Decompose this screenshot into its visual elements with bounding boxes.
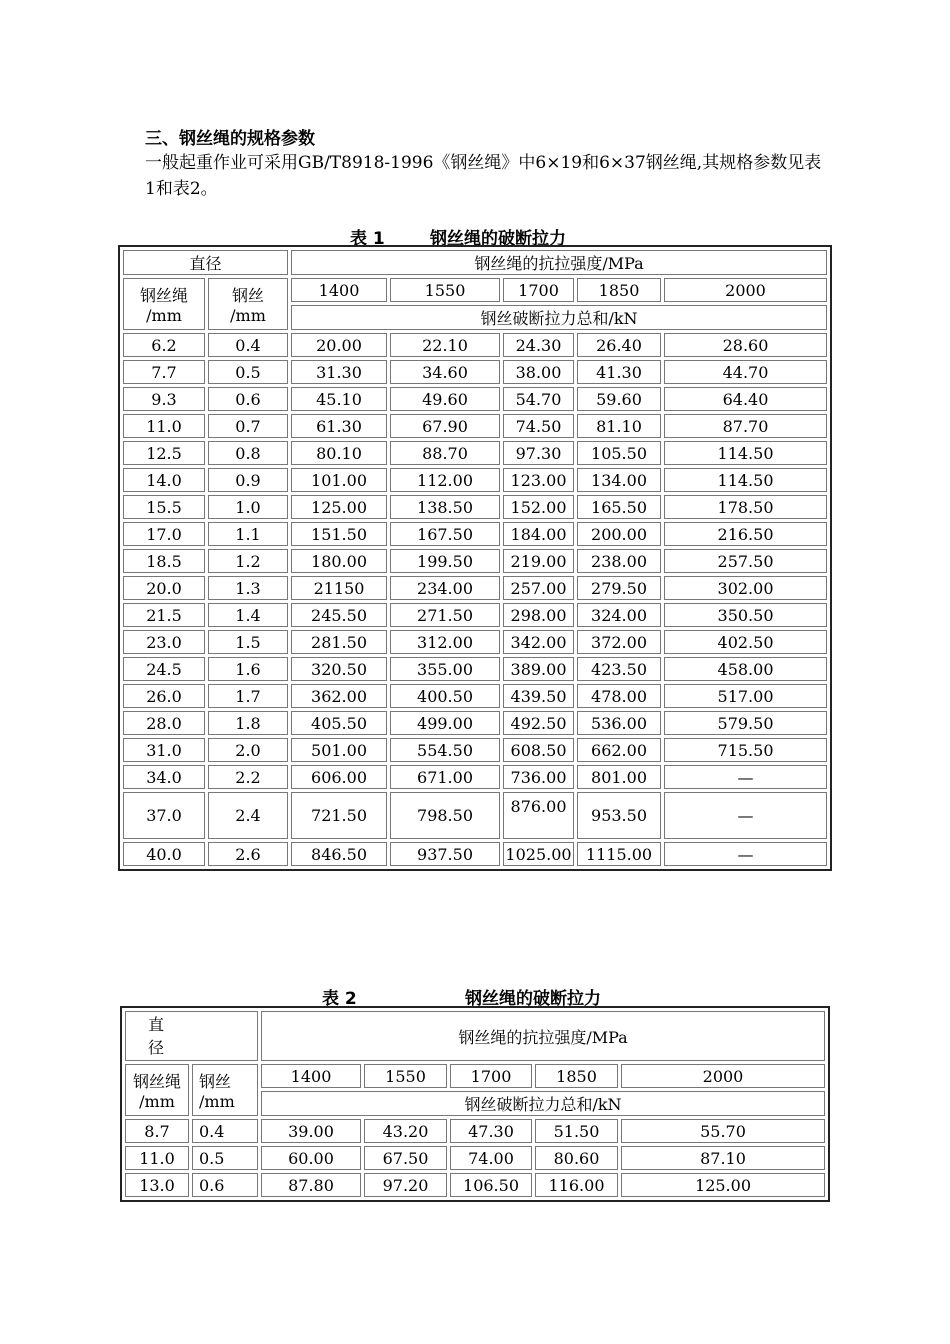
table-cell: 105.50 bbox=[577, 441, 661, 465]
table-row bbox=[123, 549, 827, 573]
table-cell: 59.60 bbox=[577, 387, 661, 411]
section-heading: 三、钢丝绳的规格参数 bbox=[145, 129, 315, 149]
table-cell: 11.0 bbox=[125, 1146, 189, 1170]
table-cell: 0.8 bbox=[208, 441, 288, 465]
table-cell: 20.0 bbox=[123, 576, 205, 600]
table-cell: 28.0 bbox=[123, 711, 205, 735]
table-cell: 38.00 bbox=[503, 360, 574, 384]
table2-header-diameter-line1: 直 bbox=[148, 1015, 165, 1034]
table-cell: 492.50 bbox=[503, 711, 574, 735]
table-cell: 312.00 bbox=[390, 630, 500, 654]
table-cell: 0.6 bbox=[208, 387, 288, 411]
table-cell: 2.0 bbox=[208, 738, 288, 762]
table-cell: 26.40 bbox=[577, 333, 661, 357]
table1-grade: 2000 bbox=[664, 278, 827, 302]
table-cell: 123.00 bbox=[503, 468, 574, 492]
table1-header-strength: 钢丝绳的抗拉强度/MPa bbox=[291, 250, 827, 275]
table-cell: 45.10 bbox=[291, 387, 387, 411]
table-cell: 608.50 bbox=[503, 738, 574, 762]
table-row bbox=[123, 414, 827, 438]
table-row bbox=[123, 711, 827, 735]
table-row bbox=[123, 630, 827, 654]
table2 bbox=[120, 1006, 830, 1202]
table-cell: 606.00 bbox=[291, 765, 387, 789]
table-cell: 8.7 bbox=[125, 1119, 189, 1143]
table-row bbox=[123, 657, 827, 681]
table-cell: 20.00 bbox=[291, 333, 387, 357]
table-cell: 2.4 bbox=[208, 792, 288, 839]
table-cell: 350.50 bbox=[664, 603, 827, 627]
table-cell: 400.50 bbox=[390, 684, 500, 708]
table2-header-diameter-line2: 径 bbox=[148, 1038, 165, 1057]
table-cell: 67.90 bbox=[390, 414, 500, 438]
table-row bbox=[123, 441, 827, 465]
table2-header-force: 钢丝破断拉力总和/kN bbox=[261, 1091, 825, 1116]
table-cell: 517.00 bbox=[664, 684, 827, 708]
table-cell: 402.50 bbox=[664, 630, 827, 654]
table-cell: 1.3 bbox=[208, 576, 288, 600]
table-cell: 721.50 bbox=[291, 792, 387, 839]
table-cell: 937.50 bbox=[390, 842, 500, 866]
table-cell: 87.70 bbox=[664, 414, 827, 438]
table-cell: 271.50 bbox=[390, 603, 500, 627]
table-row bbox=[123, 576, 827, 600]
table-cell: 34.0 bbox=[123, 765, 205, 789]
table-cell: 245.50 bbox=[291, 603, 387, 627]
table-cell: 165.50 bbox=[577, 495, 661, 519]
section-paragraph: 一般起重作业可采用GB/T8918-1996《钢丝绳》中6×19和6×37钢丝绳,其规格参数见表 1和表2。 bbox=[145, 153, 822, 199]
table-cell: 101.00 bbox=[291, 468, 387, 492]
table1-header-rope bbox=[123, 278, 205, 330]
table-cell: 39.00 bbox=[261, 1119, 361, 1143]
table-cell: 51.50 bbox=[535, 1119, 618, 1143]
table-cell: 152.00 bbox=[503, 495, 574, 519]
table-cell: 64.40 bbox=[664, 387, 827, 411]
table1-header-wire bbox=[208, 278, 288, 330]
table-cell: 1115.00 bbox=[577, 842, 661, 866]
table-cell: 54.70 bbox=[503, 387, 574, 411]
table-cell: 2.2 bbox=[208, 765, 288, 789]
table-cell: 112.00 bbox=[390, 468, 500, 492]
table-cell: 342.00 bbox=[503, 630, 574, 654]
table-cell: 0.9 bbox=[208, 468, 288, 492]
table-cell: 439.50 bbox=[503, 684, 574, 708]
table-cell: 125.00 bbox=[291, 495, 387, 519]
table-cell: 671.00 bbox=[390, 765, 500, 789]
table-row bbox=[123, 792, 827, 839]
table-row bbox=[123, 387, 827, 411]
table-cell: 88.70 bbox=[390, 441, 500, 465]
table2-header-wire-label: 钢丝 bbox=[199, 1072, 232, 1091]
table-cell: 257.50 bbox=[664, 549, 827, 573]
table-cell: 0.6 bbox=[192, 1173, 258, 1197]
table2-header-rope-label: 钢丝绳 bbox=[132, 1072, 181, 1091]
table-cell: 151.50 bbox=[291, 522, 387, 546]
table-cell: 798.50 bbox=[390, 792, 500, 839]
table-cell: 21150 bbox=[291, 576, 387, 600]
table-row bbox=[123, 684, 827, 708]
table-row bbox=[123, 468, 827, 492]
table-cell: 40.0 bbox=[123, 842, 205, 866]
table-cell: 1.2 bbox=[208, 549, 288, 573]
table-cell: 200.00 bbox=[577, 522, 661, 546]
table-cell: 138.50 bbox=[390, 495, 500, 519]
table-cell: 324.00 bbox=[577, 603, 661, 627]
table-cell: 97.20 bbox=[364, 1173, 447, 1197]
table-cell: 1.1 bbox=[208, 522, 288, 546]
table-cell: 0.5 bbox=[208, 360, 288, 384]
table2-grade: 1700 bbox=[450, 1064, 532, 1088]
table-row bbox=[123, 522, 827, 546]
table2-header-strength: 钢丝绳的抗拉强度/MPa bbox=[261, 1011, 825, 1061]
table-cell: 22.10 bbox=[390, 333, 500, 357]
table-cell: 389.00 bbox=[503, 657, 574, 681]
table-cell: — bbox=[664, 792, 827, 839]
table1-grade: 1550 bbox=[390, 278, 500, 302]
table-cell: 715.50 bbox=[664, 738, 827, 762]
table-cell: 1025.00 bbox=[503, 842, 574, 866]
table-cell: 320.50 bbox=[291, 657, 387, 681]
table-cell: 478.00 bbox=[577, 684, 661, 708]
table-cell: 106.50 bbox=[450, 1173, 532, 1197]
table-cell: 23.0 bbox=[123, 630, 205, 654]
table-cell: 458.00 bbox=[664, 657, 827, 681]
table-cell: 234.00 bbox=[390, 576, 500, 600]
table-cell: 0.4 bbox=[208, 333, 288, 357]
table-cell: 167.50 bbox=[390, 522, 500, 546]
table-cell: 0.7 bbox=[208, 414, 288, 438]
table-row bbox=[123, 360, 827, 384]
table-cell: 184.00 bbox=[503, 522, 574, 546]
table2-grade: 1400 bbox=[261, 1064, 361, 1088]
table-cell: 372.00 bbox=[577, 630, 661, 654]
table-cell: 0.5 bbox=[192, 1146, 258, 1170]
table2-grade: 1550 bbox=[364, 1064, 447, 1088]
table-cell: 846.50 bbox=[291, 842, 387, 866]
table1 bbox=[118, 245, 832, 871]
table-cell: 87.80 bbox=[261, 1173, 361, 1197]
table-cell: — bbox=[664, 842, 827, 866]
table-cell: 281.50 bbox=[291, 630, 387, 654]
table-cell: 1.4 bbox=[208, 603, 288, 627]
table-cell: 43.20 bbox=[364, 1119, 447, 1143]
table-cell: 26.0 bbox=[123, 684, 205, 708]
table-cell: 34.60 bbox=[390, 360, 500, 384]
table-cell: 114.50 bbox=[664, 468, 827, 492]
table-cell: 81.10 bbox=[577, 414, 661, 438]
table-row bbox=[123, 495, 827, 519]
table2-caption-title: 钢丝绳的破断拉力 bbox=[465, 989, 601, 1009]
table2-caption-number: 表 2 bbox=[322, 989, 357, 1009]
table-cell: 67.50 bbox=[364, 1146, 447, 1170]
table-cell: 362.00 bbox=[291, 684, 387, 708]
table1-header-force: 钢丝破断拉力总和/kN bbox=[291, 305, 827, 330]
table-cell: 28.60 bbox=[664, 333, 827, 357]
table-cell: 15.5 bbox=[123, 495, 205, 519]
table2-header-rope bbox=[125, 1064, 189, 1116]
table-cell: 2.6 bbox=[208, 842, 288, 866]
table-cell: 87.10 bbox=[621, 1146, 825, 1170]
table-cell: 178.50 bbox=[664, 495, 827, 519]
table-cell: 134.00 bbox=[577, 468, 661, 492]
table-cell: 44.70 bbox=[664, 360, 827, 384]
table-cell: 1.5 bbox=[208, 630, 288, 654]
table-cell: 9.3 bbox=[123, 387, 205, 411]
table1-caption-title: 钢丝绳的破断拉力 bbox=[430, 229, 566, 249]
table2-grade: 2000 bbox=[621, 1064, 825, 1088]
table-cell: 801.00 bbox=[577, 765, 661, 789]
table-cell: 7.7 bbox=[123, 360, 205, 384]
table-row bbox=[123, 842, 827, 866]
table-cell: 257.00 bbox=[503, 576, 574, 600]
table-cell: 876.00 bbox=[503, 792, 574, 839]
table-cell: 11.0 bbox=[123, 414, 205, 438]
table1-header-wire-label: 钢丝 bbox=[232, 286, 265, 305]
table-row bbox=[123, 333, 827, 357]
table1-grade: 1850 bbox=[577, 278, 661, 302]
table-cell: 1.8 bbox=[208, 711, 288, 735]
table1-grade: 1400 bbox=[291, 278, 387, 302]
table-cell: 125.00 bbox=[621, 1173, 825, 1197]
table-row bbox=[123, 765, 827, 789]
table2-header-rope-unit: /mm bbox=[139, 1092, 175, 1111]
table1-header-rope-label: 钢丝绳 bbox=[139, 286, 188, 305]
table-cell: 41.30 bbox=[577, 360, 661, 384]
table-cell: 47.30 bbox=[450, 1119, 532, 1143]
table-cell: 1.0 bbox=[208, 495, 288, 519]
table-cell: 1.7 bbox=[208, 684, 288, 708]
table-cell: 55.70 bbox=[621, 1119, 825, 1143]
table-row bbox=[125, 1119, 825, 1143]
table-cell: 199.50 bbox=[390, 549, 500, 573]
table-cell: 499.00 bbox=[390, 711, 500, 735]
table2-header-wire-unit: /mm bbox=[199, 1092, 235, 1111]
table-cell: 114.50 bbox=[664, 441, 827, 465]
table-cell: 953.50 bbox=[577, 792, 661, 839]
table1-caption-number: 表 1 bbox=[350, 229, 385, 249]
table-cell: 1.6 bbox=[208, 657, 288, 681]
table-cell: 13.0 bbox=[125, 1173, 189, 1197]
table1-header-wire-unit: /mm bbox=[230, 306, 266, 325]
table-cell: 219.00 bbox=[503, 549, 574, 573]
table1-grade: 1700 bbox=[503, 278, 574, 302]
table-cell: 501.00 bbox=[291, 738, 387, 762]
table-cell: 279.50 bbox=[577, 576, 661, 600]
table2-header-wire bbox=[192, 1064, 258, 1116]
table-cell: 238.00 bbox=[577, 549, 661, 573]
table-cell: 0.4 bbox=[192, 1119, 258, 1143]
table-cell: 736.00 bbox=[503, 765, 574, 789]
table-cell: 662.00 bbox=[577, 738, 661, 762]
table-cell: 17.0 bbox=[123, 522, 205, 546]
table-cell: 74.00 bbox=[450, 1146, 532, 1170]
table-cell: 60.00 bbox=[261, 1146, 361, 1170]
table-cell: 21.5 bbox=[123, 603, 205, 627]
table-cell: 37.0 bbox=[123, 792, 205, 839]
table-cell: 61.30 bbox=[291, 414, 387, 438]
table-cell: 18.5 bbox=[123, 549, 205, 573]
table-cell: 216.50 bbox=[664, 522, 827, 546]
table-cell: 298.00 bbox=[503, 603, 574, 627]
table2-header-diameter bbox=[125, 1011, 258, 1061]
table-cell: 97.30 bbox=[503, 441, 574, 465]
table-cell: 74.50 bbox=[503, 414, 574, 438]
table-cell: 24.30 bbox=[503, 333, 574, 357]
table-row bbox=[123, 603, 827, 627]
table-cell: 405.50 bbox=[291, 711, 387, 735]
table-cell: 423.50 bbox=[577, 657, 661, 681]
table2-grade: 1850 bbox=[535, 1064, 618, 1088]
table-cell: — bbox=[664, 765, 827, 789]
table-cell: 80.60 bbox=[535, 1146, 618, 1170]
table-cell: 536.00 bbox=[577, 711, 661, 735]
table-cell: 116.00 bbox=[535, 1173, 618, 1197]
table-row bbox=[123, 738, 827, 762]
table1-header-rope-unit: /mm bbox=[146, 306, 182, 325]
table-cell: 180.00 bbox=[291, 549, 387, 573]
table-cell: 579.50 bbox=[664, 711, 827, 735]
table-cell: 80.10 bbox=[291, 441, 387, 465]
table-cell: 302.00 bbox=[664, 576, 827, 600]
table-cell: 12.5 bbox=[123, 441, 205, 465]
table-cell: 31.30 bbox=[291, 360, 387, 384]
table-row bbox=[125, 1146, 825, 1170]
table-cell: 6.2 bbox=[123, 333, 205, 357]
table-cell: 554.50 bbox=[390, 738, 500, 762]
table-cell: 49.60 bbox=[390, 387, 500, 411]
table-cell: 31.0 bbox=[123, 738, 205, 762]
table-cell: 24.5 bbox=[123, 657, 205, 681]
table-row bbox=[125, 1173, 825, 1197]
table-cell: 14.0 bbox=[123, 468, 205, 492]
table1-header-diameter: 直径 bbox=[123, 250, 288, 275]
table-cell: 355.00 bbox=[390, 657, 500, 681]
